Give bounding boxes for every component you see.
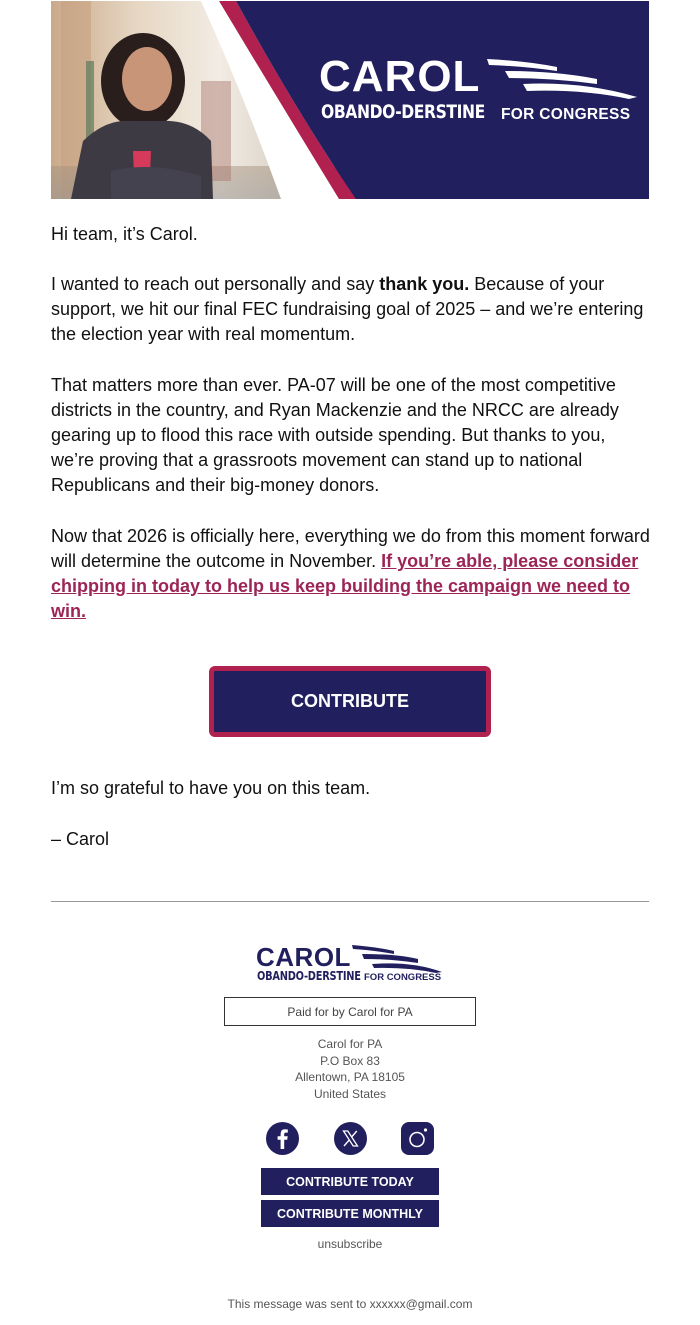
footer-logo-last-name: OBANDO-DERSTINE	[257, 969, 361, 983]
flag-stripes-icon	[487, 57, 642, 101]
footer-logo-tagline: FOR CONGRESS	[364, 972, 442, 983]
footer-divider	[51, 901, 649, 902]
signature: – Carol	[51, 829, 110, 849]
hero-logo-tagline: FOR CONGRESS	[501, 106, 631, 123]
x-twitter-icon	[334, 1122, 367, 1155]
unsubscribe-link[interactable]: unsubscribe	[317, 1237, 383, 1251]
facebook-icon	[266, 1122, 299, 1155]
instagram-icon	[401, 1122, 434, 1155]
greeting: Hi team, it’s Carol.	[51, 224, 198, 244]
instagram-link[interactable]	[401, 1122, 434, 1155]
paid-for-disclaimer: Paid for by Carol for PA	[224, 997, 476, 1026]
address-line-1: Carol for PA	[317, 1037, 383, 1051]
footer-flag-stripes-icon	[352, 944, 444, 974]
hero-logo-subline	[321, 101, 631, 123]
p1-text-before: I wanted to reach out personally and say	[51, 274, 380, 294]
hero-logo-last-name: OBANDO-DERSTINE	[321, 101, 485, 123]
footer-campaign-logo	[256, 943, 446, 985]
contribute-monthly-button[interactable]: CONTRIBUTE MONTHLY	[261, 1200, 439, 1227]
contribute-button[interactable]: CONTRIBUTE	[209, 666, 491, 737]
x-twitter-link[interactable]	[334, 1122, 367, 1155]
closing-line: I’m so grateful to have you on this team.	[51, 778, 371, 798]
facebook-link[interactable]	[266, 1122, 299, 1155]
paragraph-pa07: That matters more than ever. PA-07 will be one of the most competitive districts in the country, and Ryan Mackenzie and the NRCC are already gearing up to flood this race with outside spending. But thanks to you, we’re proving that a grassroots movement can stand up to national Republicans and their big-money donors.	[51, 375, 619, 495]
mailing-address	[200, 1036, 500, 1102]
address-line-2: P.O Box 83	[320, 1053, 380, 1068]
p1-bold-thank-you: thank you.	[379, 274, 470, 294]
contribute-today-button[interactable]: CONTRIBUTE TODAY	[261, 1168, 439, 1195]
p3-text-before: Now that 2026 is officially here, everything we do from this moment forward will determine the outcome in November.	[51, 526, 650, 571]
donate-inline-link[interactable]: If you’re able, please consider chipping in today to help us keep building the campaign we need to win.	[51, 551, 639, 621]
hero-logo-first-name: CAROL	[319, 52, 481, 101]
sent-to-notice: This message was sent to xxxxxx@gmail.com	[227, 1297, 473, 1311]
p1-text-after: Because of your support, we hit our final FEC fundraising goal of 2025 – and we’re entering the election year with real momentum.	[51, 274, 644, 344]
footer-logo-first-name: CAROL	[256, 942, 351, 972]
paragraph-donate-ask	[51, 524, 651, 624]
address-line-3: Allentown, PA 18105	[295, 1070, 405, 1084]
hero-banner	[51, 1, 649, 199]
paragraph-thank-you	[51, 272, 651, 347]
address-line-4: United States	[313, 1086, 387, 1101]
